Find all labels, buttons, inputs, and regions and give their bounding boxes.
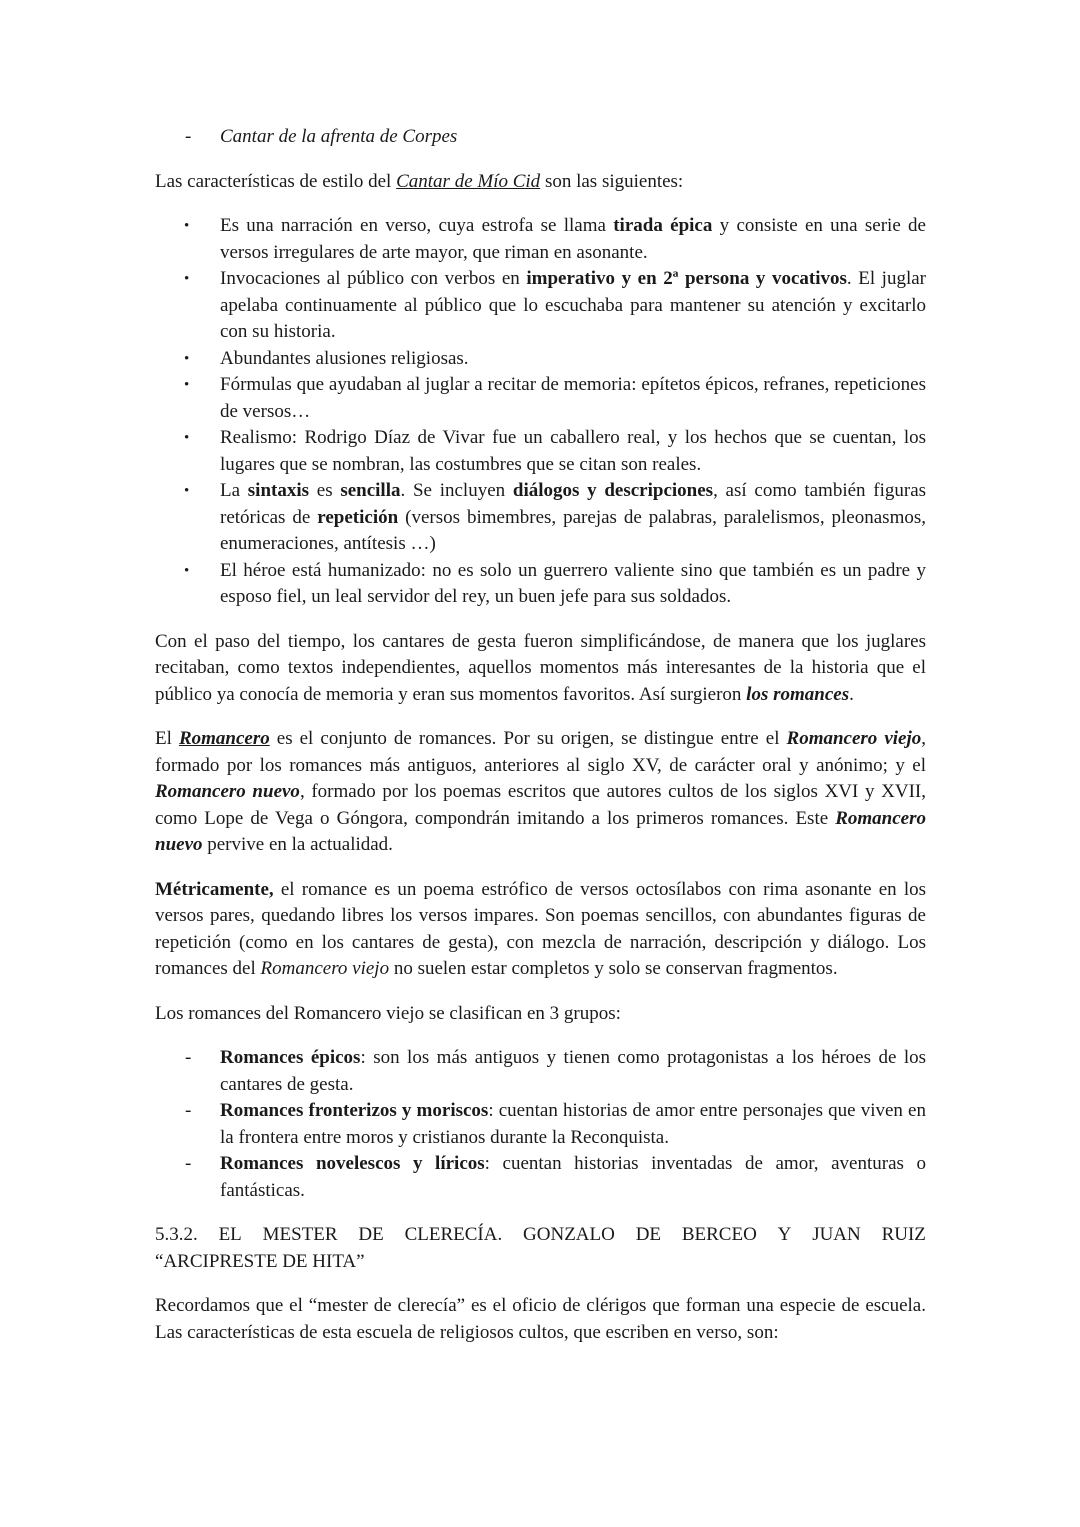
list-item: - Romances novelescos y líricos: cuentan historias inventadas de amor, aventuras o fantásticas. — [185, 1153, 926, 1201]
paragraph-romances-origin: Con el paso del tiempo, los cantares de gesta fueron simplificándose, de manera que los juglares recitaban, como textos independientes, aquellos momentos más interesantes de la historia que el público ya conocía de memoria y eran sus momentos favoritos. Así surgieron los romances. — [155, 630, 926, 705]
paragraph-clerecia: Recordamos que el “mester de clerecía” es el oficio de clérigos que forman una especie de escuela. Las características de esta escuela de religiosos cultos, que escriben en verso, son: — [155, 1295, 926, 1343]
paragraph-grupos: Los romances del Romancero viejo se clasifican en 3 grupos: — [155, 1002, 621, 1024]
bullet-icon: • — [184, 430, 190, 446]
romancero-term: Romancero — [178, 728, 270, 749]
list-item: • Es una narración en verso, cuya estrofa se llama tirada épica y consiste en una serie de versos irregulares de arte mayor, que riman en asonante. — [184, 215, 926, 263]
bullet-icon: • — [184, 377, 190, 393]
style-characteristics-list — [155, 213, 926, 611]
bullet-icon: • — [184, 350, 190, 367]
list-item: • Fórmulas que ayudaban al juglar a recitar de memoria: epítetos épicos, refranes, repeticiones de versos… — [184, 374, 926, 422]
dash-marker: - — [185, 1047, 192, 1068]
list-item: • El héroe está humanizado: no es solo un guerrero valiente sino que también es un padre y esposo fiel, un leal servidor del rey, un buen jefe para sus soldados. — [184, 559, 926, 607]
dash-marker: - — [185, 1100, 192, 1121]
bullet-icon: • — [184, 271, 190, 287]
dash-marker: - — [185, 1153, 192, 1174]
list-item: - Romances fronterizos y moriscos: cuentan historias de amor entre personajes que viven en la frontera entre moros y cristianos durante la Reconquista. — [185, 1100, 926, 1148]
list-item: • Invocaciones al público con verbos en imperativo y en 2ª persona y vocativos. El juglar apelaba continuamente al público que lo escuchaba para mantener su atención y excitarlo con su historia. — [184, 268, 927, 342]
bullet-icon: • — [184, 483, 190, 499]
list-item-text: Cantar de la afrenta de Corpes — [220, 126, 458, 147]
bullet-icon: • — [184, 218, 190, 234]
paragraph-metrica: Métricamente, el romance es un poema estrófico de versos octosílabos con rima asonante en los versos pares, quedando libres los versos impares. Son poemas sencillos, con abundantes figuras de repetición (como en los cantares de gesta), con mezcla de narración, descripción y diálogo. Los romances del Romancero viejo no suelen estar completos y solo se conservan fragmentos. — [155, 878, 926, 979]
list-item-afrenta — [155, 124, 926, 151]
bullet-icon: • — [184, 562, 190, 579]
work-title-link: Cantar de Mío Cid — [396, 170, 541, 192]
list-item: - Romances épicos: son los más antiguos y tienen como protagonistas a los héroes de los cantares de gesta. — [185, 1047, 927, 1095]
romance-groups-list — [155, 1045, 926, 1204]
list-item: • La sintaxis es sencilla. Se incluyen diálogos y descripciones, así como también figuras retóricas de repetición (versos bimembres, parejas de palabras, paralelismos, pleonasmos, enumeraciones, antítesis …) — [184, 480, 927, 554]
list-item: • Realismo: Rodrigo Díaz de Vivar fue un caballero real, y los hechos que se cuentan, los lugares que se nombran, las costumbres que se citan son reales. — [184, 427, 926, 475]
dash-marker: - — [185, 126, 192, 147]
list-item: • Abundantes alusiones religiosas. — [155, 346, 926, 373]
document-page — [155, 124, 926, 1346]
section-heading-line2: “ARCIPRESTE DE HITA” — [155, 1250, 365, 1272]
section-heading — [155, 1222, 926, 1275]
paragraph-romancero: El Romancero es el conjunto de romances. Por su origen, se distingue entre el Romancero viejo, formado por los romances más antiguos, anteriores al siglo XV, de carácter oral y anónimo; y el Romancero nuevo, formado por los poemas escritos que autores cultos de los siglos XVI y XVII, como Lope de Vega o Góngora, compondrán imitando a los primeros romances. Este Romancero nuevo pervive en la actualidad. — [155, 728, 927, 855]
section-heading-line1: 5.3.2. EL MESTER DE CLERECÍA. GONZALO DE BERCEO Y JUAN RUIZ — [155, 1224, 926, 1245]
paragraph-style-intro: Las características de estilo del Cantar de Mío Cid son las siguientes: — [155, 170, 684, 192]
